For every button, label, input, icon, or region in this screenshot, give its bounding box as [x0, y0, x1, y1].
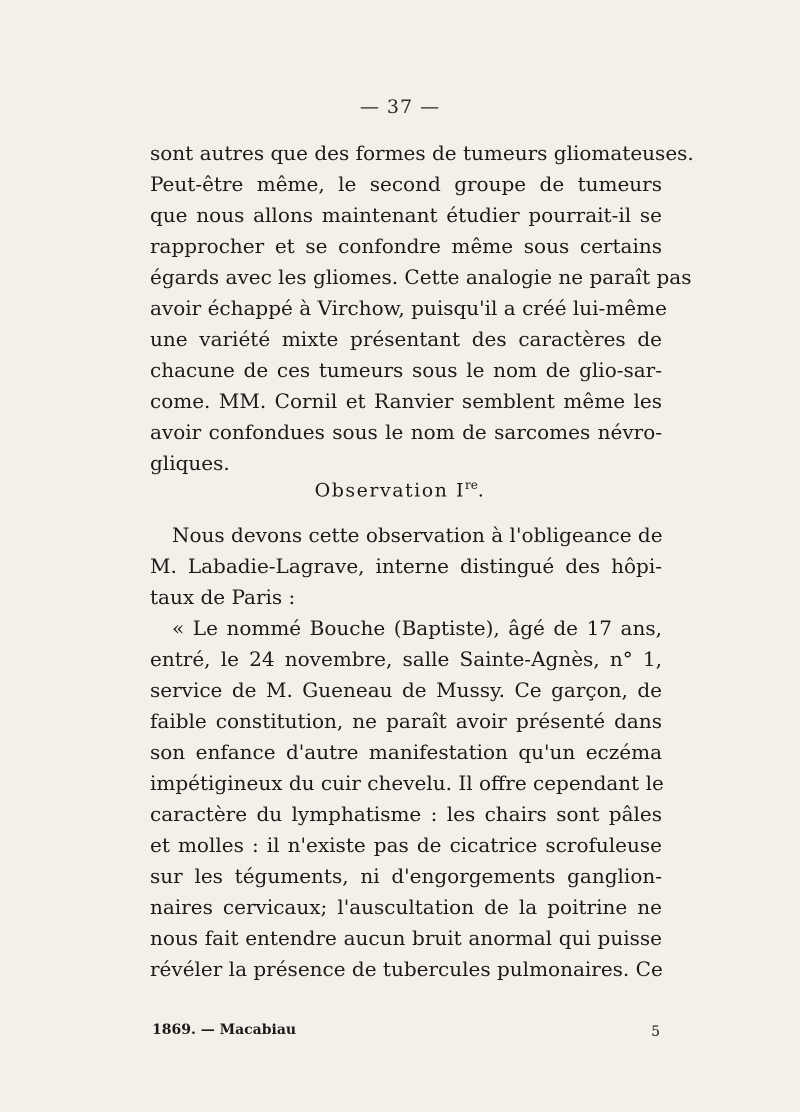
heading-superscript: re	[464, 478, 478, 492]
text-line: que nous allons maintenant étudier pourrait-il se	[150, 203, 662, 227]
text-line: taux de Paris :	[150, 585, 296, 609]
text-line: naires cervicaux; l'auscultation de la poitrine ne	[150, 895, 662, 919]
paragraph-observation	[150, 520, 662, 985]
text-line: sur les téguments, ni d'engorgements ganglion-	[150, 864, 662, 888]
text-line: chacune de ces tumeurs sous le nom de glio-sar-	[150, 358, 662, 382]
text-line: révéler la présence de tubercules pulmonaires. Ce	[150, 957, 663, 981]
text-line: entré, le 24 novembre, salle Sainte-Agnès, n° 1,	[150, 647, 662, 671]
text-line: « Le nommé Bouche (Baptiste), âgé de 17 ans,	[172, 616, 662, 640]
text-line: sont autres que des formes de tumeurs gliomateuses.	[150, 141, 694, 165]
text-line: impétigineux du cuir chevelu. Il offre cependant le	[150, 771, 664, 795]
text-line: Nous devons cette observation à l'obligeance de	[172, 523, 663, 547]
text-line: Peut-être même, le second groupe de tumeurs	[150, 172, 662, 196]
signature-mark: 1869. — Macabiau	[152, 1022, 297, 1038]
text-line: égards avec les gliomes. Cette analogie ne paraît pas	[150, 265, 692, 289]
text-line: rapprocher et se confondre même sous certains	[150, 234, 662, 258]
heading-period: .	[477, 479, 486, 502]
text-line: son enfance d'autre manifestation qu'un eczéma	[150, 740, 662, 764]
text-line: come. MM. Cornil et Ranvier semblent même les	[150, 389, 662, 413]
text-line: M. Labadie-Lagrave, interne distingué des hôpi-	[150, 554, 662, 578]
text-line: nous fait entendre aucun bruit anormal qui puisse	[150, 926, 662, 950]
paragraph-intro	[150, 138, 694, 479]
page-number: — 37 —	[359, 96, 441, 118]
observation-heading	[0, 478, 800, 501]
text-line: avoir échappé à Virchow, puisqu'il a créé lui-même	[150, 296, 667, 320]
text-line: gliques.	[150, 451, 230, 475]
text-line: et molles : il n'existe pas de cicatrice scrofuleuse	[150, 833, 662, 857]
text-line: une variété mixte présentant des caractères de	[150, 327, 662, 351]
sheet-number: 5	[651, 1024, 660, 1040]
printer-signature	[152, 1022, 660, 1042]
heading-text: Observation I	[314, 479, 465, 502]
text-line: service de M. Gueneau de Mussy. Ce garçon, de	[150, 678, 662, 702]
text-line: avoir confondues sous le nom de sarcomes névro-	[150, 420, 662, 444]
text-line: faible constitution, ne paraît avoir présenté dans	[150, 709, 662, 733]
text-line: caractère du lymphatisme : les chairs sont pâles	[150, 802, 662, 826]
